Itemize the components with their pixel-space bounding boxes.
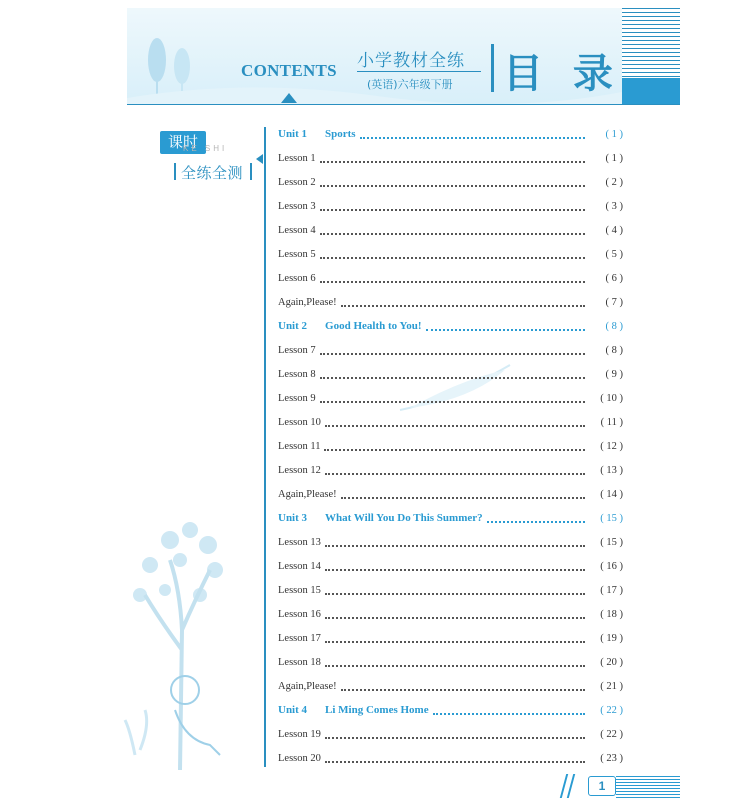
toc-leader-dots [433, 712, 585, 715]
footer-stripes [616, 776, 680, 798]
toc-leader-dots [325, 424, 585, 427]
toc-unit-row [278, 698, 623, 722]
toc-lesson-row [278, 218, 623, 242]
title-divider [491, 44, 494, 92]
toc-label: Again,Please! [278, 488, 337, 500]
toc-page-number: ( 18 ) [600, 608, 623, 620]
toc-label: Lesson 14 [278, 560, 321, 572]
toc-label: Lesson 20 [278, 752, 321, 764]
toc-lesson-row [278, 530, 623, 554]
toc-page-number: ( 10 ) [600, 392, 623, 404]
toc-leader-dots [320, 376, 585, 379]
toc-label: Lesson 19 [278, 728, 321, 740]
toc-page-number: ( 3 ) [605, 200, 623, 212]
toc-unit-row [278, 314, 623, 338]
quanlian-label: 全练全测 [181, 164, 244, 182]
header-banner [127, 8, 622, 105]
toc-lesson-row [278, 626, 623, 650]
toc-leader-dots [325, 472, 585, 475]
toc-label: Lesson 2 [278, 176, 316, 188]
toc-leader-dots [320, 352, 585, 355]
toc-label: Unit 3 [278, 512, 308, 524]
toc-label: Unit 1 [278, 128, 308, 140]
toc-label: Lesson 3 [278, 200, 316, 212]
toc-unit-row [278, 122, 623, 146]
toc-leader-dots [320, 160, 585, 163]
toc-page-number: ( 8 ) [605, 320, 623, 332]
header-rule [127, 104, 680, 105]
toc-label: Lesson 7 [278, 344, 316, 356]
toc-label: Again,Please! [278, 296, 337, 308]
toc-leader-dots [487, 520, 585, 523]
toc-leader-dots [325, 736, 585, 739]
tree-girl-illustration [120, 510, 270, 780]
toc-unit-title: Sports [325, 128, 356, 140]
toc-label: Lesson 12 [278, 464, 321, 476]
toc-page-number: ( 4 ) [605, 224, 623, 236]
toc-unit-title: Good Health to You! [325, 320, 422, 332]
toc-leader-dots [320, 184, 585, 187]
toc-label: Lesson 8 [278, 368, 316, 380]
page-number: 1 [588, 776, 616, 796]
toc-label: Unit 4 [278, 704, 308, 716]
toc-label: Lesson 11 [278, 440, 321, 452]
toc-label: Lesson 9 [278, 392, 316, 404]
header-blue-block [622, 78, 680, 105]
toc-leader-dots [426, 328, 586, 331]
toc-page-number: ( 21 ) [600, 680, 623, 692]
mulu-heading: 目 录 [503, 51, 621, 97]
quanlian-bar-right [250, 163, 252, 180]
toc-leader-dots [341, 496, 585, 499]
toc-lesson-row [278, 650, 623, 674]
toc-leader-dots [324, 448, 585, 451]
toc-page-number: ( 1 ) [605, 152, 623, 164]
toc-page-number: ( 5 ) [605, 248, 623, 260]
toc-page-number: ( 22 ) [600, 704, 623, 716]
keshi-tab: 课时 [160, 131, 206, 154]
toc-page-number: ( 8 ) [605, 344, 623, 356]
toc-label: Lesson 18 [278, 656, 321, 668]
toc-page-number: ( 15 ) [600, 512, 623, 524]
toc-page-number: ( 23 ) [600, 752, 623, 764]
toc-lesson-row [278, 290, 623, 314]
toc-lesson-row [278, 554, 623, 578]
toc-leader-dots [325, 664, 585, 667]
keshi-pinyin: KE SHI [183, 144, 228, 153]
toc-unit-title: Li Ming Comes Home [325, 704, 429, 716]
toc-label: Unit 2 [278, 320, 308, 332]
toc-label: Lesson 10 [278, 416, 321, 428]
toc-label: Lesson 16 [278, 608, 321, 620]
toc-label: Lesson 13 [278, 536, 321, 548]
toc-lesson-row [278, 170, 623, 194]
toc-lesson-row [278, 722, 623, 746]
toc-leader-dots [320, 208, 585, 211]
toc-page-number: ( 6 ) [605, 272, 623, 284]
toc-label: Lesson 5 [278, 248, 316, 260]
toc-leader-dots [325, 568, 585, 571]
toc-leader-dots [341, 688, 585, 691]
toc-unit-row [278, 506, 623, 530]
toc-page-number: ( 19 ) [600, 632, 623, 644]
toc-leader-dots [325, 544, 585, 547]
toc-leader-dots [320, 400, 585, 403]
title-rule [357, 71, 481, 72]
toc-lesson-row [278, 194, 623, 218]
toc-lesson-row [278, 338, 623, 362]
toc-page-number: ( 17 ) [600, 584, 623, 596]
toc-page-number: ( 12 ) [600, 440, 623, 452]
quanlian-bar-left [174, 163, 176, 180]
toc-lesson-row [278, 602, 623, 626]
toc-page-number: ( 16 ) [600, 560, 623, 572]
footer-slash [567, 774, 575, 798]
toc-page-number: ( 15 ) [600, 536, 623, 548]
toc-lesson-row [278, 410, 623, 434]
banner-pointer [281, 93, 297, 103]
toc-leader-dots [325, 640, 585, 643]
toc-lesson-row [278, 746, 623, 770]
toc-page-number: ( 14 ) [600, 488, 623, 500]
toc-leader-dots [320, 280, 585, 283]
toc-page-number: ( 20 ) [600, 656, 623, 668]
toc-leader-dots [320, 232, 585, 235]
toc-page-number: ( 13 ) [600, 464, 623, 476]
toc-lesson-row [278, 482, 623, 506]
toc-lesson-row [278, 578, 623, 602]
toc-label: Lesson 17 [278, 632, 321, 644]
toc-label: Lesson 1 [278, 152, 316, 164]
toc-lesson-row [278, 146, 623, 170]
toc-lesson-row [278, 242, 623, 266]
header-stripes [622, 8, 680, 78]
book-title: 小学教材全练 [357, 51, 465, 71]
toc-leader-dots [360, 136, 585, 139]
book-subtitle: (英语)六年级下册 [367, 78, 453, 91]
toc-lesson-row [278, 266, 623, 290]
toc-page-number: ( 1 ) [605, 128, 623, 140]
toc-leader-dots [341, 304, 585, 307]
toc-label: Lesson 4 [278, 224, 316, 236]
toc-lesson-row [278, 386, 623, 410]
toc-label: Lesson 15 [278, 584, 321, 596]
toc-page-number: ( 11 ) [600, 416, 623, 428]
side-arrow-icon [256, 154, 263, 164]
toc-unit-title: What Will You Do This Summer? [325, 512, 483, 524]
toc-lesson-row [278, 674, 623, 698]
toc-page-number: ( 7 ) [605, 296, 623, 308]
toc-lesson-row [278, 434, 623, 458]
toc-leader-dots [325, 616, 585, 619]
toc-page-number: ( 22 ) [600, 728, 623, 740]
toc-page-number: ( 9 ) [605, 368, 623, 380]
toc-label: Again,Please! [278, 680, 337, 692]
toc-label: Lesson 6 [278, 272, 316, 284]
toc-lesson-row [278, 362, 623, 386]
toc-leader-dots [325, 760, 585, 763]
toc-page-number: ( 2 ) [605, 176, 623, 188]
contents-heading: CONTENTS [241, 61, 337, 80]
toc-lesson-row [278, 458, 623, 482]
toc-leader-dots [325, 592, 585, 595]
toc-leader-dots [320, 256, 585, 259]
